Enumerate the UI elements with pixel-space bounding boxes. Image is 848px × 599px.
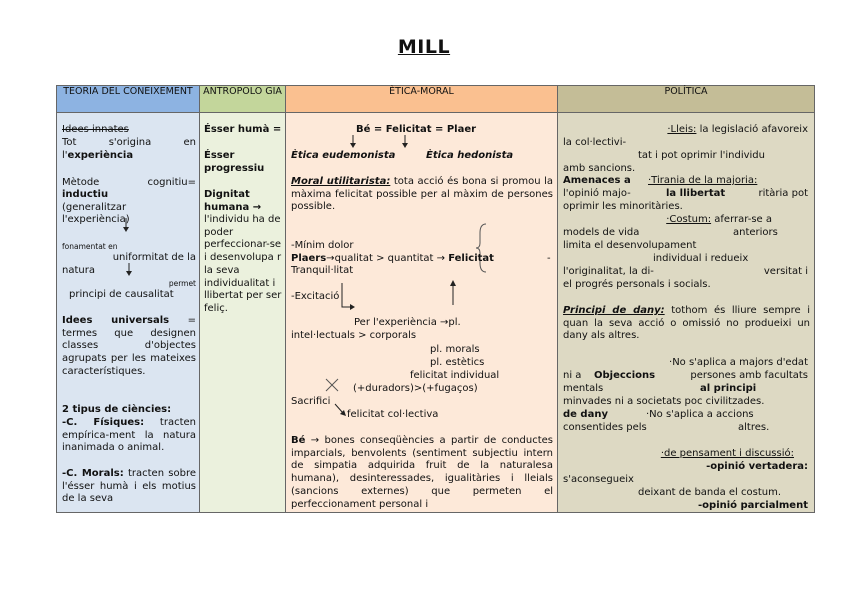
achieve: s'aconsegueix (563, 474, 634, 485)
laws-text: la legislació afavoreix (699, 124, 808, 135)
happiness-label: Felicitat (448, 253, 494, 264)
tranquility: Tranquil·litat (291, 265, 354, 276)
harm-principle-label: Principi de dany: (563, 305, 665, 316)
header-politics: POLÍTICA (558, 86, 815, 113)
origin-experience: experiència (67, 149, 134, 161)
harm-principle-text: tothom és lliure sempre i quan la seva acció o omissió no produeixi un dany als altres. (563, 305, 810, 342)
moral-sciences-text: tracten sobre l'ésser humà i els motius de la seva (62, 468, 196, 505)
arrow-down-icon (400, 135, 410, 151)
min-pain: -Mínim dolor (291, 240, 354, 251)
quality-quantity: qualitat > quantitat (334, 253, 434, 264)
moral-sciences-label: -C. Morals: (62, 468, 124, 479)
eudemonist-ethics: Ètica eudemonista (291, 150, 396, 161)
by-experience: Per l'experiència →pl. (354, 317, 461, 328)
moral-pleasures: pl. morals (430, 344, 480, 355)
ethics-cell: Bé = Felicitat = Plaer Ètica eudemonista Ètica hedonista Moral utilitarista: tota acció és bona si promou la màxima felicitat possible per al màxim de persones possible. -Mínim dolor Plaers→qualitat > quantitat → Felicitat - Tranquil·litat -Excitació Per l'experiència →pl. intel·lectuals > corporals pl. morals pl. estètics felicitat individual (+duradors)>(+fugaços) Sacrifici felicitat col·lectiva Bé → bones conseqüències a partir de conductes imparcials, benvolents (sentiment subjectiu intern de simpatia adquirida fruit de la naturalesa humana), desinteressades, igualitàries i lleials (sancions externes) que permeten el perfeccionament personal i (286, 113, 558, 513)
collectivity: la col·lectivi- (563, 137, 627, 148)
cross-icon (324, 377, 340, 393)
excitement: -Excitació (291, 291, 340, 302)
principle-label: al principi (700, 383, 757, 394)
life-models: models de vida (563, 227, 640, 238)
arrow-down-icon (124, 263, 134, 279)
individual: individual i redueix (653, 253, 749, 264)
collective-happiness: felicitat col·lectiva (347, 409, 439, 420)
mental: mentals (563, 383, 604, 394)
persons: persones amb facultats (690, 370, 808, 381)
sacrifice: Sacrifici (291, 396, 331, 407)
physical-sciences-text: tracten empírica-ment la natura inanimada o animal. (62, 417, 196, 454)
intellectual-pleasures: intel·lectuals > corporals (291, 330, 417, 341)
origin-text: Tot s'origina en l' (62, 137, 196, 161)
partial-opinion-label: -opinió parcialment (698, 500, 808, 511)
arrow-up-icon (448, 279, 458, 307)
arrow-down-right-icon (334, 403, 348, 419)
minors: minvades ni a societats poc civilitzades. (563, 396, 765, 407)
custom-label: ·Costum: (666, 214, 712, 225)
progressive-being-label: Ésser progressiu (204, 150, 265, 174)
human-dignity-label: Dignitat humana → (204, 189, 262, 213)
anthropology-cell (200, 113, 286, 513)
two-types-label: 2 tipus de ciències: (62, 404, 172, 415)
ritaria: ritària pot (758, 188, 808, 199)
physical-sciences-label: -C. Físiques: (62, 417, 145, 428)
custom-text: aferrar-se a (714, 214, 772, 225)
limits: limita el desenvolupament (563, 240, 697, 251)
not-adults: ·No s'aplica a majors d'edat (669, 357, 808, 368)
nature-text: natura (62, 265, 95, 276)
uniformity-text: uniformitat de la (112, 252, 196, 263)
founded-label: fonamentat en (62, 242, 118, 251)
of-harm-label: de dany (563, 409, 608, 420)
individual-happiness: felicitat individual (410, 370, 500, 381)
originality: l'originalitat, la di- (563, 266, 654, 277)
header-knowledge: TEORIA DEL CONEIXEMENT (57, 86, 200, 113)
good-text: → bones conseqüències a partir de conductes imparcials, benvolents (sentiment subjectiu intern de simpatia adquirida fruit de la naturalesa humana), desinteressades, igualitàries i lleials (sancions externes) que permeten el perfeccionament personal i (291, 435, 553, 510)
oppress: oprimir les minoritàries. (563, 201, 683, 212)
page-title: MILL (397, 36, 451, 58)
arrow-bent-icon (340, 283, 358, 315)
threats-label: Amenaces a (563, 175, 631, 186)
arrow-down-icon (121, 218, 131, 234)
utilitarian-label: Moral utilitarista: (291, 176, 391, 187)
causality-text: principi de causalitat (69, 289, 174, 300)
table-header-row (57, 86, 815, 113)
others: altres. (738, 422, 770, 433)
summary-table (56, 85, 815, 513)
leaving-custom: deixant de banda el costum. (638, 487, 782, 498)
diversity: versitat i (763, 266, 808, 277)
happiness-dash: - (547, 253, 551, 264)
innate-ideas: Idees innates (62, 124, 129, 135)
durable-pleasures: (+duradors)>(+fugaços) (353, 383, 478, 394)
consented: consentides pels (563, 422, 647, 433)
method-line: Mètode cognitiu= (62, 177, 196, 188)
collectivity-2: tat i pot oprimir l'individu (638, 150, 765, 161)
arrow-down-icon (348, 135, 358, 151)
politics-cell (558, 113, 815, 513)
method-experience: l'experiència) (62, 214, 130, 225)
method-generalize: (generalitzar (62, 202, 127, 213)
header-anthropology: ANTROPOLO GIA (200, 86, 286, 113)
header-ethics: ÈTICA-MORAL (286, 86, 558, 113)
human-dignity-text: l'individu ha de poder perfeccionar-se i desenvolupa r la seva individualitat i llibertat per ser feliç. (204, 214, 282, 314)
knowledge-cell (57, 113, 200, 513)
objections-label: Objeccions (594, 370, 656, 381)
thought-label: ·de pensament i discussió: (660, 448, 794, 459)
aesthetic-pleasures: pl. estètics (430, 357, 485, 368)
sanctions: amb sancions. (563, 163, 636, 174)
table-body-row (57, 113, 815, 513)
utilitarian-text: tota acció és bona si promou la màxima felicitat possible per al màxim de persones possible. (291, 176, 553, 213)
universal-ideas-text: = termes que designen classes d'objectes agrupats per les mateixes característiques. (62, 315, 196, 377)
human-being-label: Ésser humà = (204, 124, 282, 135)
good-equation: Bé = Felicitat = Plaer (356, 124, 477, 135)
good-label: Bé (291, 435, 306, 446)
opinion: l'opinió majo- (563, 188, 631, 199)
universal-ideas-label: Idees universals (62, 315, 170, 326)
hedonist-ethics: Ètica hedonista (426, 150, 514, 161)
pleasures-label: Plaers (291, 253, 327, 264)
laws-label: ·Lleis: (667, 124, 697, 135)
tyranny-label: ·Tirania de la majoria: (648, 175, 758, 186)
freedom-label: la llibertat (666, 188, 726, 199)
progress: el progrés personals i socials. (563, 279, 711, 290)
nor: ni a (563, 370, 582, 381)
actions: ·No s'aplica a accions (646, 409, 754, 420)
allows-label: permet (168, 279, 196, 288)
true-opinion-label: -opinió vertadera: (706, 461, 808, 472)
previous: anteriors (733, 227, 778, 238)
method-inductive: inductiu (62, 189, 109, 200)
